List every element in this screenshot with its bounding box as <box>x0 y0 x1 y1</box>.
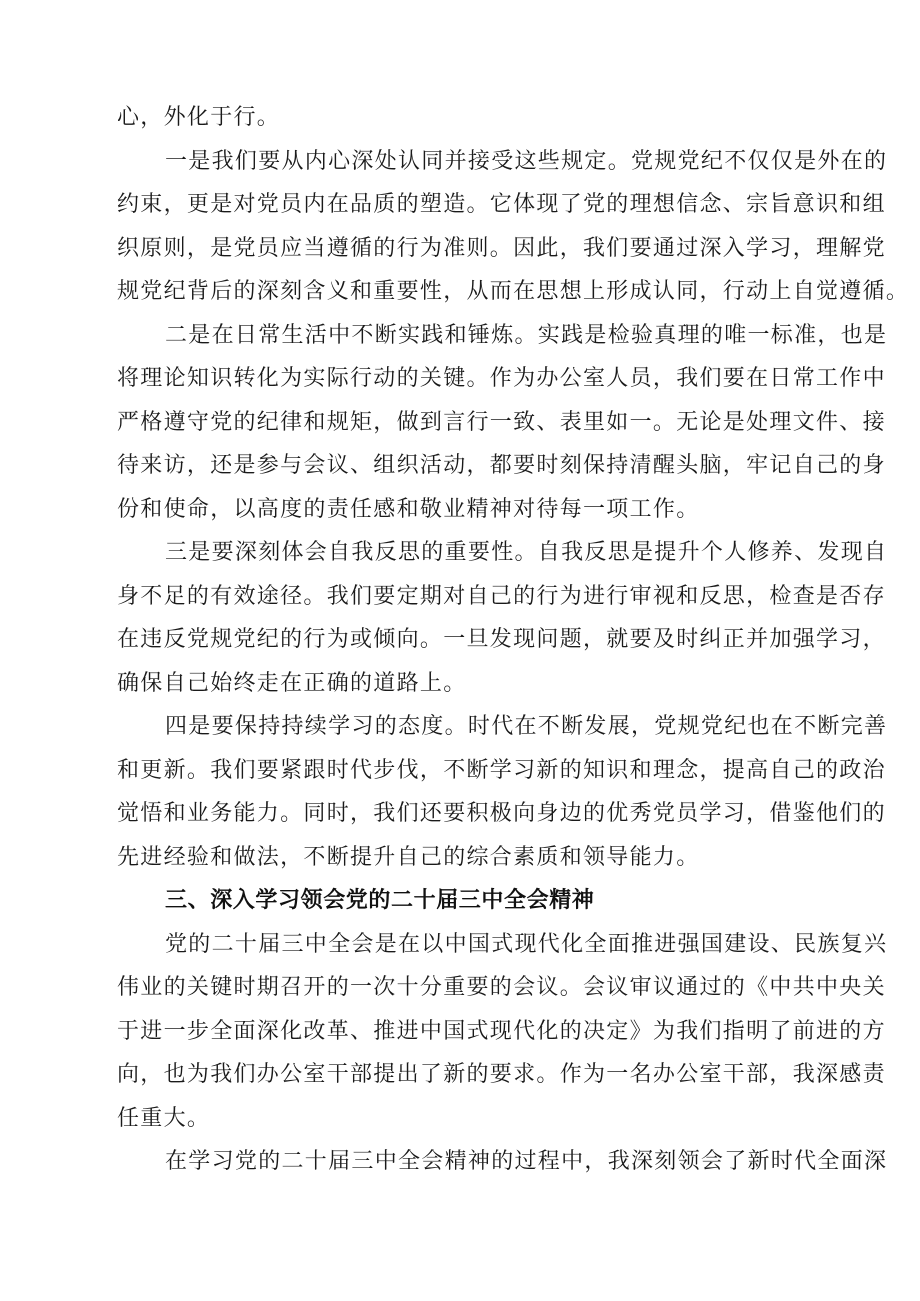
text-line: 严格遵守党的纪律和规矩，做到言行一致、表里如一。无论是处理文件、接 <box>117 409 886 435</box>
paragraph-continuation <box>117 96 841 140</box>
paragraph-plenum-study <box>117 1140 888 1184</box>
document-body <box>117 96 910 1184</box>
text-line: 确保自己始终走在正确的道路上。 <box>117 670 467 696</box>
paragraph-plenum-overview <box>117 923 888 1141</box>
text-line: 四是要保持持续学习的态度。时代在不断发展，党规党纪也在不断完善 <box>165 714 888 739</box>
text-line: 一是我们要从内心深处认同并接受这些规定。党规党纪不仅仅是外在的 <box>165 148 888 174</box>
text-line: 于进一步全面深化改革、推进中国式现代化的决定》为我们指明了前进的方 <box>117 1018 886 1044</box>
text-line: 织原则，是党员应当遵循的行为准则。因此，我们要通过深入学习，理解党 <box>117 235 886 261</box>
text-line: 三是要深刻体会自我反思的重要性。自我反思是提升个人修养、发现自 <box>165 540 888 565</box>
paragraph-point-three <box>117 531 888 705</box>
text-line: 在违反党规党纪的行为或倾向。一旦发现问题，就要及时纠正并加强学习， <box>117 627 886 652</box>
text-line: 身不足的有效途径。我们要定期对自己的行为进行审视和反思，检查是否存 <box>117 583 886 609</box>
text-line: 觉悟和业务能力。同时，我们还要积极向身边的优秀党员学习，借鉴他们的 <box>117 801 886 826</box>
paragraph-point-two <box>117 314 888 532</box>
text-line: 份和使命，以高度的责任感和敬业精神对待每一项工作。 <box>117 496 700 522</box>
paragraph-point-one <box>117 140 910 314</box>
text-line: 规党纪背后的深刻含义和重要性，从而在思想上形成认同，行动上自觉遵循。 <box>117 279 910 304</box>
text-line: 在学习党的二十届三中全会精神的过程中，我深刻领会了新时代全面深 <box>165 1149 888 1174</box>
text-line: 将理论知识转化为实际行动的关键。作为办公室人员，我们要在日常工作中 <box>117 366 886 391</box>
text-line: 党的二十届三中全会是在以中国式现代化全面推进强国建设、民族复兴 <box>165 931 888 957</box>
text-line: 伟业的关键时期召开的一次十分重要的会议。会议审议通过的《中共中央关 <box>117 975 886 1000</box>
text-line: 二是在日常生活中不断实践和锤炼。实践是检验真理的唯一标准，也是 <box>165 322 888 348</box>
text-line: 约束，更是对党员内在品质的塑造。它体现了党的理想信念、宗旨意识和组 <box>117 192 886 217</box>
text-line: 心，外化于行。 <box>117 105 281 130</box>
text-line: 和更新。我们要紧跟时代步伐，不断学习新的知识和理念，提高自己的政治 <box>117 757 886 783</box>
section-heading: 三、深入学习领会党的二十届三中全会精神 <box>165 888 595 913</box>
text-line: 待来访，还是参与会议、组织活动，都要时刻保持清醒头脑，牢记自己的身 <box>117 453 886 478</box>
text-line: 向，也为我们办公室干部提出了新的要求。作为一名办公室干部，我深感责 <box>117 1062 886 1087</box>
text-line: 任重大。 <box>117 1105 211 1131</box>
paragraph-point-four <box>117 705 888 879</box>
text-line: 先进经验和做法，不断提升自己的综合素质和领导能力。 <box>117 844 700 870</box>
